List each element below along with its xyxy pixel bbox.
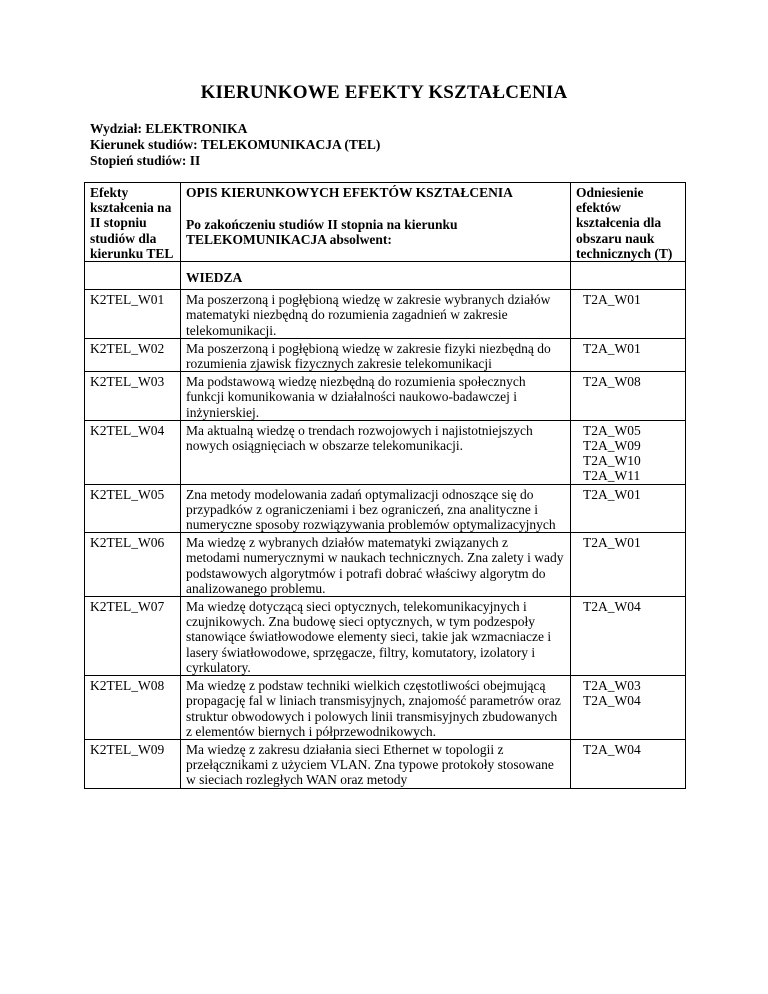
outcome-code: K2TEL_W03 [85, 372, 181, 421]
outcome-reference: T2A_W04 [583, 741, 641, 757]
section-label-cell [181, 262, 571, 290]
table-row [85, 420, 686, 484]
outcome-reference-cell [571, 484, 686, 533]
header-reference-column [571, 183, 686, 262]
table-row [85, 372, 686, 421]
outcome-reference-cell [571, 290, 686, 339]
outcome-code: K2TEL_W01 [85, 290, 181, 339]
outcome-code: K2TEL_W07 [85, 597, 181, 676]
outcome-reference-cell [571, 597, 686, 676]
section-empty-cell [85, 262, 181, 290]
outcome-reference-cell [571, 338, 686, 371]
outcome-code: K2TEL_W06 [85, 533, 181, 597]
section-empty-cell [571, 262, 686, 290]
outcome-reference-cell [571, 739, 686, 788]
outcome-reference: T2A_W10 [583, 453, 641, 469]
outcome-reference-cell [571, 420, 686, 484]
header-reference-label: Odniesienie efektów kształcenia dla obszaru nauk technicznych (T) [576, 185, 673, 261]
outcome-reference: T2A_W11 [583, 468, 641, 484]
section-row [85, 262, 686, 290]
outcome-code: K2TEL_W05 [85, 484, 181, 533]
table-row [85, 290, 686, 339]
field-line: Kierunek studiów: TELEKOMUNIKACJA (TEL) [90, 137, 381, 152]
outcome-reference: T2A_W04 [583, 693, 641, 709]
document-title: KIERUNKOWE EFEKTY KSZTAŁCENIA [200, 82, 568, 103]
outcome-reference: T2A_W01 [583, 340, 641, 356]
outcome-description: Ma podstawową wiedzę niezbędną do rozumienia społecznych funkcji komunikowania w działalności naukowo-badawczej i inżynierskiej. [181, 372, 571, 421]
learning-outcomes-table [84, 182, 686, 789]
header-description-column [181, 183, 571, 262]
outcome-reference: T2A_W05 [583, 422, 641, 438]
outcome-reference-cell [571, 533, 686, 597]
outcome-code: K2TEL_W02 [85, 338, 181, 371]
outcome-description: Ma poszerzoną i pogłębioną wiedzę w zakresie fizyki niezbędną do rozumienia zjawisk fizycznych zakresie telekomunikacji [181, 338, 571, 371]
outcome-reference: T2A_W04 [583, 599, 641, 615]
outcome-code: K2TEL_W08 [85, 676, 181, 740]
table-row [85, 676, 686, 740]
outcome-reference: T2A_W01 [583, 486, 641, 502]
table-header-row [85, 183, 686, 262]
outcome-reference: T2A_W09 [583, 438, 641, 454]
table-row [85, 739, 686, 788]
table-row [85, 484, 686, 533]
outcome-code: K2TEL_W04 [85, 420, 181, 484]
outcome-reference: T2A_W03 [583, 678, 641, 694]
header-description-subtitle: Po zakończeniu studiów II stopnia na kierunku TELEKOMUNIKACJA absolwent: [186, 217, 458, 248]
outcome-rows [85, 290, 686, 788]
outcome-description: Ma aktualną wiedzę o trendach rozwojowych i najistotniejszych nowych osiągnięciach w obszarze telekomunikacji. [181, 420, 571, 484]
outcome-description: Ma wiedzę dotyczącą sieci optycznych, telekomunikacyjnych i czujnikowych. Zna budowę sieci optycznych, w tym podzespoły stanowiące światłowodowe elementy sieci, takie jak wzmacniacze i lasery światłowodowe, sprzęgacze, filtry, komutatory, izolatory i cyrkulatory. [181, 597, 571, 676]
outcome-description: Ma wiedzę z podstaw techniki wielkich częstotliwości obejmującą propagację fal w liniach transmisyjnych, znajomość parametrów oraz struktur obwodowych i polowych linii transmisyjnych zbudowanych z elementów biernych i półprzewodnikowych. [181, 676, 571, 740]
outcome-reference: T2A_W01 [583, 292, 641, 308]
outcome-reference-cell [571, 676, 686, 740]
outcome-description: Ma poszerzoną i pogłębioną wiedzę w zakresie wybranych działów matematyki niezbędną do rozumienia zagadnień w zakresie telekomunikacji. [181, 290, 571, 339]
outcome-reference-cell [571, 372, 686, 421]
faculty-line: Wydział: ELEKTRONIKA [90, 121, 248, 136]
outcome-code: K2TEL_W09 [85, 739, 181, 788]
outcome-reference: T2A_W01 [583, 535, 641, 551]
document-meta [90, 121, 380, 169]
degree-line: Stopień studiów: II [90, 153, 201, 168]
section-label: WIEDZA [186, 270, 243, 286]
table-row [85, 338, 686, 371]
outcome-description: Ma wiedzę z zakresu działania sieci Ethernet w topologii z przełącznikami z użyciem VLAN. Zna typowe protokoły stosowane w sieciach rozległych WAN oraz metody [181, 739, 571, 788]
table-row [85, 533, 686, 597]
header-outcomes-label: Efekty kształcenia na II stopniu studiów dla kierunku TEL [90, 185, 174, 261]
header-outcomes-column [85, 183, 181, 262]
header-description-title: OPIS KIERUNKOWYCH EFEKTÓW KSZTAŁCENIA [186, 185, 513, 200]
outcome-reference: T2A_W08 [583, 374, 641, 390]
table-row [85, 597, 686, 676]
outcome-description: Ma wiedzę z wybranych działów matematyki związanych z metodami numerycznymi w naukach technicznych. Zna zalety i wady podstawowych algorytmów i potrafi dobrać właściwy algorytm do analizowanego problemu. [181, 533, 571, 597]
outcome-description: Zna metody modelowania zadań optymalizacji odnoszące się do przypadków z ograniczeniami i bez ograniczeń, zna analityczne i numeryczne sposoby rozwiązywania problemów optymalizacyjnych [181, 484, 571, 533]
